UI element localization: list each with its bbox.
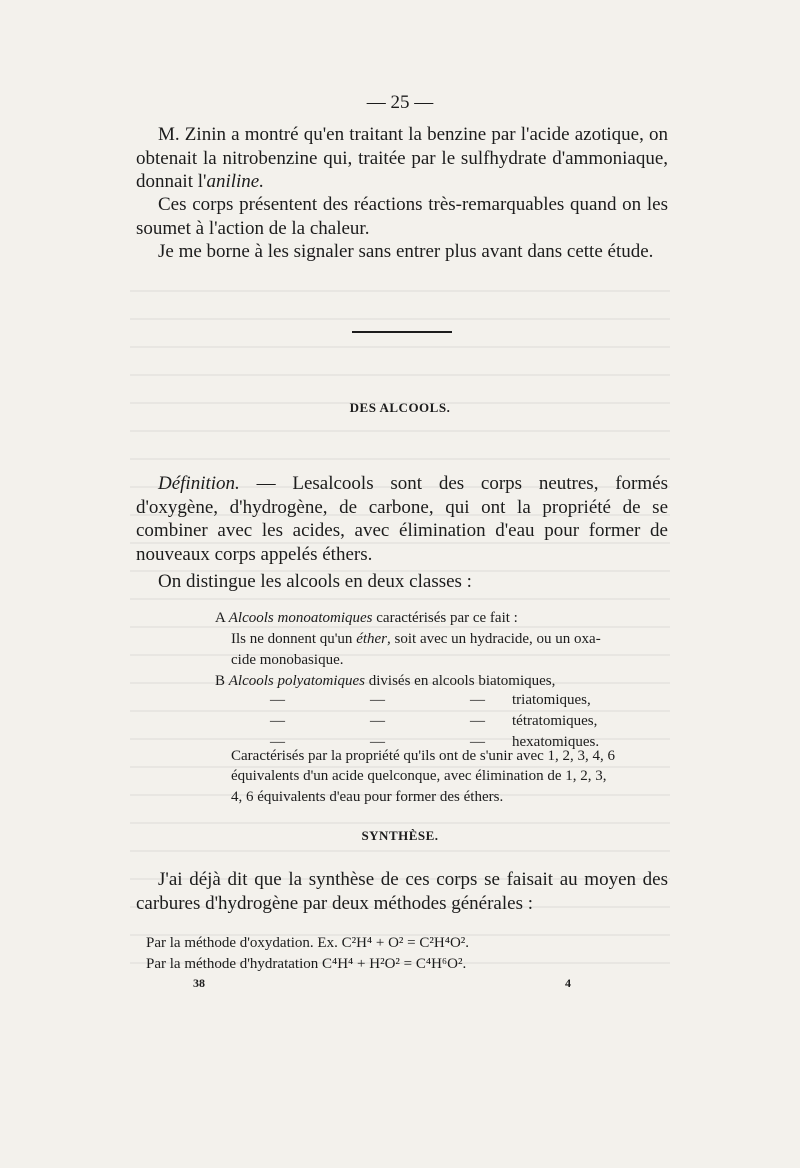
class-a-line2-start: Ils ne donnent qu'un (231, 631, 357, 647)
paragraph-zinin (136, 123, 668, 194)
class-a-line3: cide monobasique. (231, 652, 344, 668)
synthesis-text: J'ai déjà dit que la synthèse de ces corps se faisait au moyen des carbures d'hydrogène par deux méthodes générales : (136, 869, 668, 914)
aniline-term: aniline. (206, 171, 264, 192)
method-oxidation: Par la méthode d'oxydation. Ex. C²H⁴ + O² = C²H⁴O². (146, 935, 470, 951)
paragraph-conclusion-text: Je me borne à les signaler sans entrer plus avant dans cette étude. (158, 241, 654, 262)
signature-mark-left: 38 (193, 976, 205, 990)
class-a-line2 (231, 629, 671, 650)
page-number: — 25 — (366, 92, 434, 113)
section-title-synthese: SYNTHÈSE. (361, 828, 439, 843)
ditto-dash: — (470, 692, 485, 708)
class-a-desc: caractérisés par ce fait : (372, 610, 518, 626)
section-title-alcools: DES ALCOOLS. (349, 400, 451, 415)
class-a-line2-end: , soit avec un hydracide, ou un oxa- (387, 631, 601, 647)
class-a-ether: éther (356, 631, 388, 647)
class-a-name: Alcools monoatomiques (228, 610, 373, 626)
method-hydration: Par la méthode d'hydratation C⁴H⁴ + H²O² = C⁴H⁶O². (146, 956, 467, 972)
class-a-letter: A (215, 610, 226, 626)
ditto-dash: — (370, 692, 385, 708)
definition-label: Définition. (158, 473, 240, 494)
characterized-line1: Caractérisés par la propriété qu'ils ont de s'unir avec 1, 2, 3, 4, 6 (231, 748, 616, 764)
paragraph-zinin-text: M. Zinin a montré qu'en traitant la benzine par l'acide azotique, on obtenait la nitrobenzine qui, traitée par le sulfhydrate d'ammoniaque, donnait l' (136, 124, 668, 192)
section-divider (352, 331, 452, 333)
paragraph-reactions (136, 193, 668, 240)
class-b-name: Alcools polyatomiques (228, 673, 365, 689)
definition-text: — Lesalcools sont des corps neutres, formés d'oxygène, d'hydrogène, de carbone, qui ont la propriété de se combiner avec les acides, avec élimination d'eau pour former de nouveaux corps appelés éthers. (136, 473, 668, 565)
ditto-dash: — (370, 713, 385, 729)
class-b-sub2: tétratomiques, (512, 713, 598, 729)
paragraph-conclusion (136, 240, 668, 264)
ditto-dash: — (270, 692, 285, 708)
class-a-line1 (215, 608, 675, 629)
class-b-sub3: hexatomiques. (512, 734, 600, 750)
ditto-dash: — (270, 734, 285, 750)
ditto-dash: — (270, 713, 285, 729)
characterized-line2: équivalents d'un acide quelconque, avec élimination de 1, 2, 3, (231, 768, 607, 784)
class-b-line1 (215, 671, 675, 692)
paragraph-synthesis (136, 868, 668, 915)
class-b-letter: B (215, 673, 226, 689)
class-b-desc: divisés en alcools biatomiques, (365, 673, 556, 689)
ditto-dash: — (370, 734, 385, 750)
class-b-sub1: triatomiques, (512, 692, 591, 708)
distinguish-text: On distingue les alcools en deux classes : (158, 571, 472, 592)
ditto-dash: — (470, 734, 485, 750)
paragraph-reactions-text: Ces corps présentent des réactions très-remarquables quand on les soumet à l'action de la chaleur. (136, 194, 668, 239)
paragraph-definition (136, 472, 668, 566)
characterized-line3: 4, 6 équivalents d'eau pour former des éthers. (231, 789, 504, 805)
signature-mark-right: 4 (565, 976, 571, 990)
ditto-dash: — (470, 713, 485, 729)
paragraph-distinguish (136, 570, 668, 594)
